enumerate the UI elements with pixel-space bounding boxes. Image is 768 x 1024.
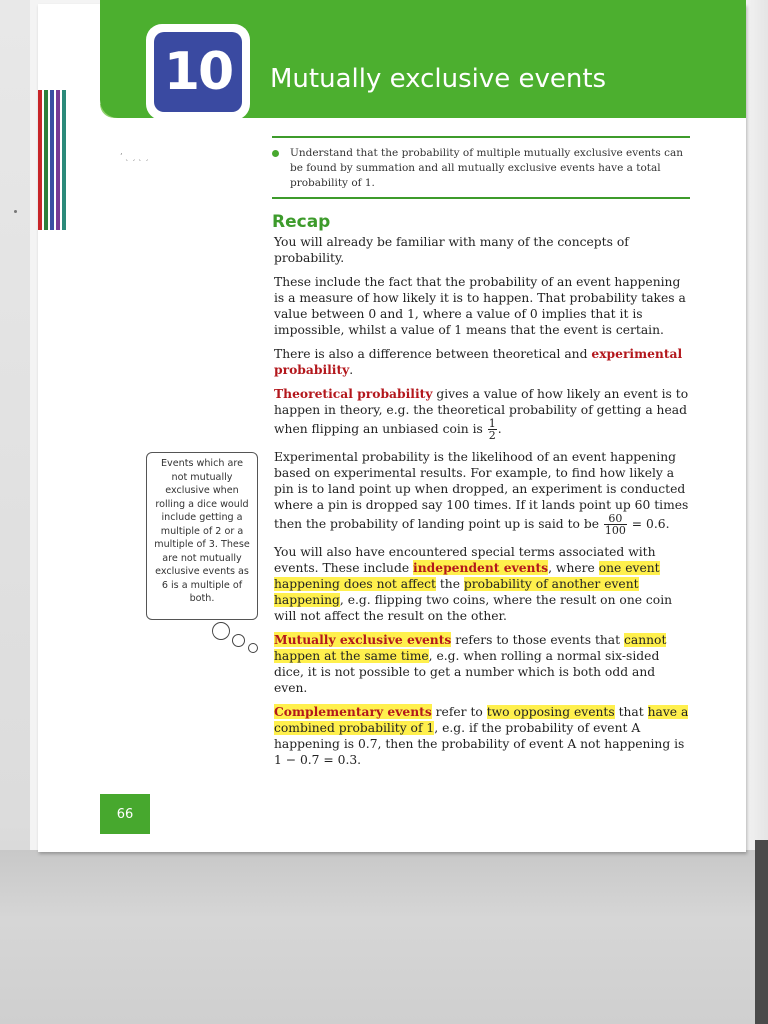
highlight: two opposing events bbox=[486, 705, 615, 719]
page-tabs bbox=[38, 90, 74, 230]
highlight: probability of another event happening bbox=[274, 577, 639, 607]
chapter-number: 10 bbox=[154, 32, 242, 112]
fraction: $\frac{1}{2}$ bbox=[488, 417, 496, 442]
paragraph: Theoretical probability gives a value of how likely an event is to happen in theory, e.g. the theoretical probability of getting a head when flipping an unbiased coin is $\frac{1}{2}$ . bbox=[274, 386, 689, 442]
thought-bubble-text: Events which are not mutually exclusive when rolling a dice would include getting a multiple of 2 or a multiple of 3. These are not mutually exclusive events as 6 is a multiple of both. bbox=[154, 458, 250, 604]
paragraph: You will also have encountered special terms associated with events. These include independent events, where one event happening does not affect the probability of another event happening, e.g. flipping two coins, where the result on one coin will not affect the result on the other. bbox=[274, 545, 673, 623]
thought-dot-icon bbox=[232, 634, 245, 647]
paragraph: These include the fact that the probability of an event happening is a measure of how likely it is to happen. That probability takes a value between 0 and 1, where a value of 0 implies that it is impossible, whilst a value of 1 means that the event is certain. bbox=[274, 275, 686, 337]
chapter-title: Mutually exclusive events bbox=[270, 64, 607, 94]
right-page-edge bbox=[745, 0, 768, 850]
paragraph: Experimental probability is the likelihood of an event happening based on experimental results. For example, to find how likely a pin is to land point up when dropped, an experiment is conducted where a pin is dropped say 100 times. If it lands point up 60 times then the probability of landing point up is said to be $\frac{60}{100}$ = 0.6. bbox=[274, 450, 689, 537]
highlight: one event happening does not affect bbox=[274, 561, 660, 591]
key-term: Mutually exclusive events bbox=[274, 632, 452, 647]
fraction: $\frac{60}{100}$ bbox=[604, 512, 626, 537]
scan-speck bbox=[14, 210, 17, 213]
highlight: cannot happen at the same time bbox=[274, 633, 667, 663]
thought-bubble bbox=[146, 452, 258, 620]
key-term: Complementary events bbox=[274, 704, 432, 719]
scanner-bed bbox=[0, 850, 768, 1024]
thought-dot-icon bbox=[212, 622, 230, 640]
section-heading: Recap bbox=[272, 212, 331, 232]
key-term: Theoretical probability bbox=[274, 386, 433, 401]
thought-dot-icon bbox=[248, 643, 258, 653]
page-number: 66 bbox=[100, 794, 150, 834]
chapter-number-badge bbox=[146, 24, 250, 120]
paragraph: There is also a difference between theoretical and experimental probability. bbox=[274, 346, 683, 377]
objective-text: Understand that the probability of multiple mutually exclusive events can be found by summation and all mutually exclusive events have a total probability of 1. bbox=[290, 147, 684, 189]
recap-body bbox=[274, 234, 692, 776]
highlight: have a combined probability of 1 bbox=[274, 705, 689, 735]
key-term: independent events bbox=[413, 560, 549, 575]
bullet-icon bbox=[272, 150, 279, 157]
paragraph: Mutually exclusive events refers to those events that cannot happen at the same time, e.g. when rolling a normal six-sided dice, it is not possible to get a number which is both odd and even. bbox=[274, 632, 667, 695]
learning-objectives bbox=[272, 136, 690, 199]
margin-scribble: ʼ ˎ ˏ ˎ ˏ bbox=[120, 152, 149, 161]
binding-strip bbox=[755, 840, 768, 1024]
key-term: experimental probability bbox=[274, 346, 683, 377]
paragraph: Complementary events refer to two opposing events that have a combined probability of 1, e.g. if the probability of event A happening is 0.7, then the probability of event A not happening is 1 − 0.7 = 0.3. bbox=[274, 704, 689, 767]
paragraph: You will already be familiar with many of the concepts of probability. bbox=[274, 235, 629, 265]
objective-item bbox=[272, 146, 690, 191]
